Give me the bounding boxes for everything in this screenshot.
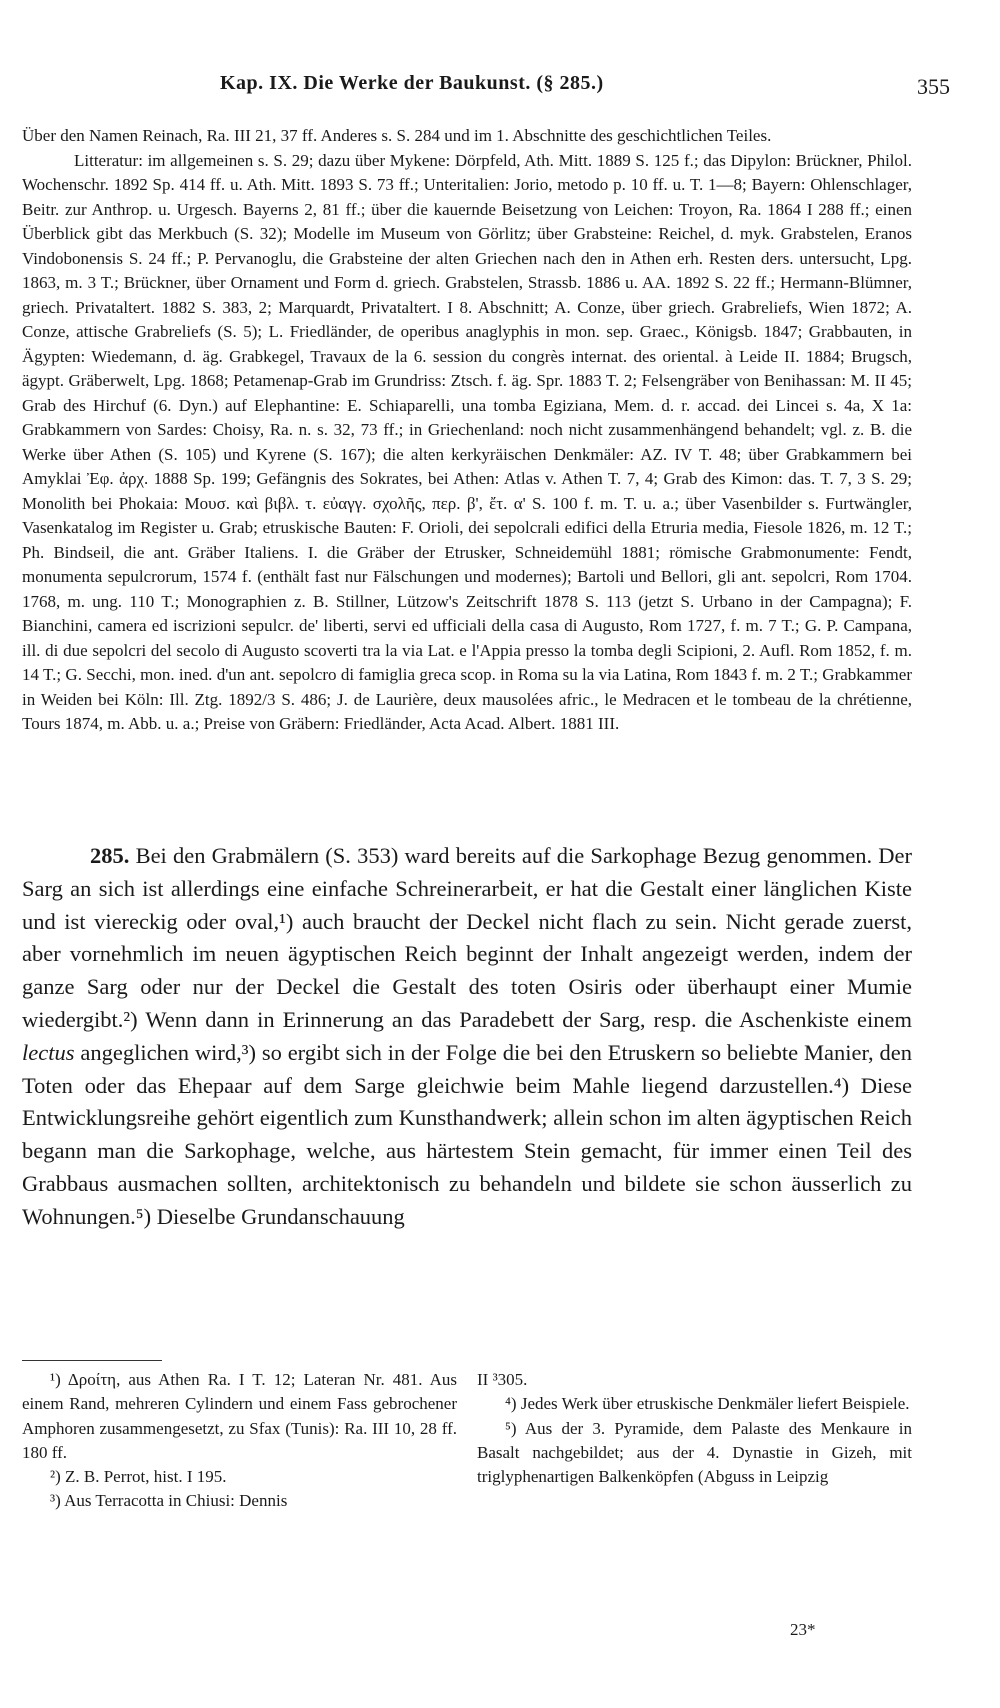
chapter-title: Kap. IX. Die Werke der Baukunst. (§ 285.) — [220, 72, 604, 94]
body-text-part-1: Bei den Grabmälern (S. 353) ward bereits auf die Sarkophage Bezug genommen. Der Sarg an sich ist allerdings eine einfache Schreinerarbeit, er hat die Gestalt einer länglichen Kiste und ist viereckig oder oval,¹) auch braucht der Deckel nicht flach zu sein. Nicht gerade zuerst, aber vornehmlich im neuen ägyptischen Reich beginnt der Inhalt angezeigt werden, indem der ganze Sarg oder nur der Deckel die Gestalt des toten Osiris oder überhaupt einer Mumie wiedergibt.²) Wenn dann in Erinnerung an das Paradebett der Sarg, resp. die Aschenkiste einem — [22, 843, 913, 1032]
body-text-part-2: angeglichen wird,³) so ergibt sich in der Folge die bei den Etruskern so beliebte Manier, den Toten oder das Ehepaar auf dem Sarge gleichwie beim Mahle liegend darzustellen.⁴) Diese Entwicklungsreihe gehört eigentlich zum Kunsthandwerk; allein schon im alten ägyptischen Reich begann man die Sarkophage, welche, aus härtestem Stein gemacht, für immer einen Teil des Grabbaus ausmachen sollten, architektonisch zu behandeln und bildete sie schon äusserlich zu Wohnungen.⁵) Dieselbe Grundanschauung — [22, 1039, 913, 1229]
section-285 — [22, 840, 912, 1234]
page-number: 355 — [917, 74, 950, 99]
footnote-4: ⁴) Jedes Werk über etruskische Denkmäler liefert Beispiele. — [505, 1394, 910, 1414]
footnotes — [22, 1368, 912, 1668]
bibliography-block — [22, 124, 912, 737]
footnotes-right-column — [477, 1368, 912, 1489]
bibliography-intro: Über den Namen Reinach, Ra. III 21, 37 ff. Anderes s. S. 284 und im 1. Abschnitte des geschichtlichen Teiles. — [22, 126, 772, 145]
signature-mark: 23* — [790, 1620, 816, 1639]
running-header — [90, 66, 950, 106]
bibliography-literature: Litteratur: im allgemeinen s. S. 29; dazu über Mykene: Dörpfeld, Ath. Mitt. 1889 S. 125 f.; das Dipylon: Brückner, Philol. Wochenschr. 1892 Sp. 414 ff. u. Ath. Mitt. 1893 S. 73 ff.; Unteritalien: Jorio, metodo p. 10 ff. u. T. 1—8; Bayern: Ohlenschlager, Beitr. zur Anthrop. u. Urgesch. Bayerns 2, 81 ff.; über die kauernde Beisetzung von Leichen: Troyon, Ra. 1864 I 288 ff.; einen Überblick gibt das Merkbuch (S. 32); Modelle im Museum von Görlitz; über Grabsteine: Reichel, d. myk. Grabstelen, Eranos Vindobonensis S. 24 ff.; P. Pervanoglu, die Grabsteine der alten Griechen nach den in Athen erh. Resten ders. untersucht, Lpg. 1863, m. 3 T.; Brückner, über Ornament und Form d. griech. Grabstelen, Strassb. 1886 u. AA. 1892 S. 22 ff.; Hermann-Blümner, griech. Privataltert. 1882 S. 383, 2; Marquardt, Privataltert. I 8. Abschnitt; A. Conze, über griech. Grabreliefs, Wien 1872; A. Conze, attische Grabreliefs (S. 5); L. Friedländer, de operibus anaglyphis in mon. sep. Graec., Königsb. 1847; Grabbauten, in Ägypten: Wiedemann, d. äg. Grabkegel, Travaux de la 6. session du congrès internat. des oriental. à Leide II. 1884; Brugsch, ägypt. Gräberwelt, Lpg. 1868; Petamenap-Grab im Grundriss: Ztsch. f. äg. Spr. 1883 T. 2; Felsengräber von Benihassan: M. II 45; Grab des Hirchuf (6. Dyn.) auf Elephantine: E. Schiaparelli, una tomba Egiziana, Mem. d. r. accad. dei Lincei s. 4a, X 1a: Grabkammern von Sardes: Choisy, Ra. n. s. 32, 73 ff.; in Griechenland: noch nicht zusammenhängend behandelt; vgl. z. B. die Werke über Athen (S. 105) und Kyrene (S. 167); die alten kerkyräischen Denkmäler: AZ. IV T. 48; über Grabkammern bei Amyklai Ἐφ. ἀρχ. 1888 Sp. 199; Gefängnis des Sokrates, bei Athen: Atlas v. Athen T. 7, 4; Grab des Kimon: das. T. 7, 3 S. 29; Monolith bei Phokaia: Μουσ. καὶ βιβλ. τ. εὐαγγ. σχολῆς, περ. β', ἔτ. α' S. 100 f. m. T. u. a.; über Vasenbilder s. Furtwängler, Vasenkatalog im Register u. Grab; etruskische Bauten: F. Orioli, dei sepolcrali edifici della Etruria media, Fiesole 1826, m. 12 T.; Ph. Bindseil, die ant. Gräber Italiens. I. die Gräber der Etrusker, Schneidemühl 1881; römische Grabmonumente: Fendt, monumenta sepulcrorum, 1574 f. (enthält fast nur Fälschungen und modernes); Bartoli und Bellori, gli ant. sepolcri, Rom 1704. 1768, m. ung. 110 T.; Monographien z. B. Stillner, Lützow's Zeitschrift 1878 S. 113 (jetzt S. Urbano in der Campagna); F. Bianchini, camera ed iscrizioni sepulcr. de' liberti, servi ed ufficiali della casa di Augusto, Rom 1727, f. m. 7 T.; G. P. Campana, ill. di due sepolcri del secolo di Augusto scoverti tra la via Lat. e l'Appia presso la tomba degli Scipioni, 2. Aufl. Rom 1852, f. m. 14 T.; G. Secchi, mon. ined. d'un ant. sepolcro di famiglia greca scop. in Roma su la via Latina, Rom 1843 f. m. 2 T.; Grabkammer in Weiden bei Köln: Ill. Ztg. 1892/3 S. 486; J. de Laurière, deux mausolées afric., le Medracen et le tombeau de la chrétienne, Tours 1874, m. Abb. u. a.; Preise von Gräbern: Friedländer, Acta Acad. Albert. 1881 III. — [22, 150, 912, 733]
section-number: 285. — [90, 843, 130, 868]
footnote-rule — [22, 1360, 162, 1361]
footnote-5: ⁵) Aus der 3. Pyramide, dem Palaste des Menkaure in Basalt nachgebildet; aus der 4. Dynastie in Gizeh, mit triglyphenartigen Balkenköpfen (Abguss in Leipzig — [477, 1418, 912, 1487]
footnote-2: ²) Z. B. Perrot, hist. I 195. — [50, 1467, 227, 1487]
italic-term: lectus — [22, 1039, 75, 1065]
footnotes-left-column — [22, 1368, 457, 1514]
footnote-3: ³) Aus Terracotta in Chiusi: Dennis — [50, 1491, 288, 1511]
footnote-1: ¹) Δροίτη, aus Athen Ra. I T. 12; Lateran Nr. 481. Aus einem Rand, mehreren Cylindern und einem Fass gebrochener Amphoren zusammengesetzt, zu Sfax (Tunis): Ra. III 10, 28 ff. 180 ff. — [22, 1370, 457, 1462]
main-paragraph — [22, 840, 912, 1234]
footnote-3-continued: II ³305. — [477, 1370, 528, 1389]
